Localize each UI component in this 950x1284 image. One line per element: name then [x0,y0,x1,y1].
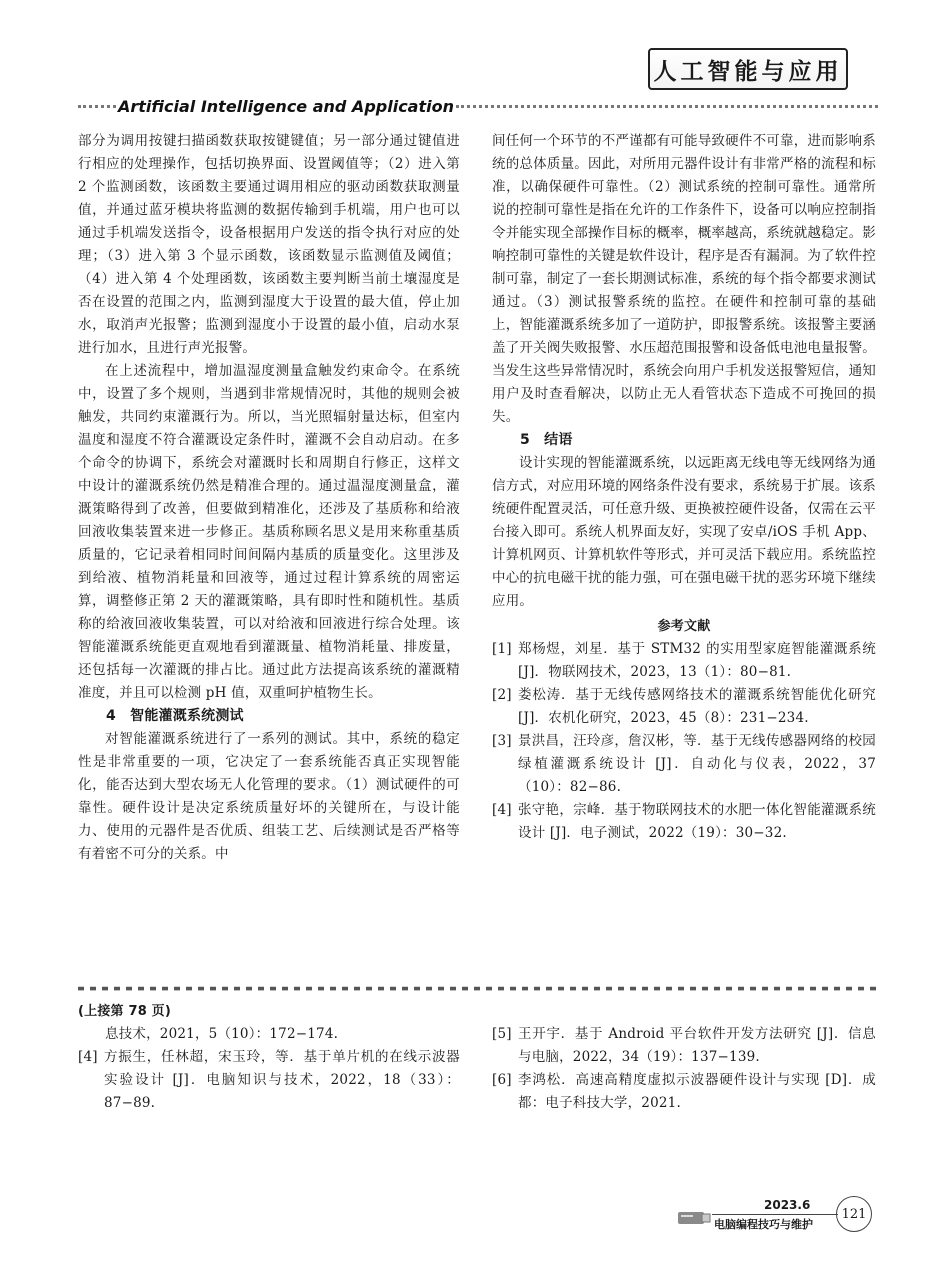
banner-dots-left [78,105,116,108]
section-title-cn: 人工智能与应用 [653,58,843,85]
paragraph: 间任何一个环节的不严谨都有可能导致硬件不可靠，进而影响系统的总体质量。因此，对所用元器件设计有非常严格的流程和标准，以确保硬件可靠性。（2）测试系统的控制可靠性。通常所说的控制可靠性是指在允许的工作条件下，设备可以响应控制指令并能实现全部操作目标的概率，概率越高，系统就越稳定。影响控制可靠性的关键是软件设计，程序是否有漏洞。为了软件控制可靠，制定了一套长期测试标准，系统的每个指令都要求测试通过。（3）测试报警系统的监控。在硬件和控制可靠的基础上，智能灌溉系统多加了一道防护，即报警系统。该报警主要涵盖了开关阀失败报警、水压超范围报警和设备低电池电量报警。当发生这些异常情况时，系统会向用户手机发送报警短信，通知用户及时查看解决，以防止无人看管状态下造成不可挽回的损失。 [492,133,876,425]
section-divider [78,982,878,994]
section-title-en: Artificial Intelligence and Application [118,96,454,116]
banner-dots-right [456,105,878,108]
continued-right-column [492,1023,876,1115]
reference-text: 郑杨煜，刘星．基于 STM32 的实用型家庭智能灌溉系统 [J]．物联网技术，2023，13（1）：80−81. [518,641,876,680]
section-title-box [648,48,848,90]
left-column [78,130,460,866]
reference-text: 王开宇．基于 Android 平台软件开发方法研究 [J]．信息与电脑，2022，34（19）：137−139. [518,1026,876,1065]
section-heading-5: 5 结语 [520,432,573,448]
reference-number: [4] [78,1049,98,1065]
reference-text: 方振生，任林超，宋玉玲，等．基于单片机的在线示波器实验设计 [J]．电脑知识与技术，2022，18（33）：87−89. [104,1049,460,1111]
paragraph: 在上述流程中，增加温湿度测量盒触发约束命令。在系统中，设置了多个规则，当遇到非常规情况时，其他的规则会被触发，共同约束灌溉行为。所以，当光照辐射量达标，但室内温度和湿度不符合灌溉设定条件时，灌溉不会自动启动。在多个命令的协调下，系统会对灌溉时长和周期自行修正，这样文中设计的灌溉系统仍然是精准合理的。通过温湿度测量盒，灌溉策略得到了改善，但要做到精准化，还涉及了基质称和给液回液收集装置来进一步修正。基质称顾名思义是用来称重基质质量的，它记录着相同时间间隔内基质的质量变化。这里涉及到给液、植物消耗量和回液等，通过过程计算系统的周密运算，调整修正第 2 天的灌溉策略，具有即时性和随机性。基质称的给液回液收集装置，可以对给液和回液进行综合处理。该智能灌溉系统能更直观地看到灌溉量、植物消耗量、排废量，还包括每一次灌溉的排占比。通过此方法提高该系统的灌溉精准度，并且可以检测 pH 值，双重呵护植物生长。 [78,363,460,701]
paragraph: 对智能灌溉系统进行了一系列的测试。其中，系统的稳定性是非常重要的一项，它决定了一套系统能否真正实现智能化，能否达到大型农场无人化管理的要求。（1）测试硬件的可靠性。硬件设计是决定系统质量好坏的关键所在，与设计能力、使用的元器件是否优质、组装工艺、后续测试是否严格等有着密不可分的关系。中 [78,731,460,862]
references-title: 参考文献 [657,619,711,634]
paragraph: 设计实现的智能灌溉系统，以远距离无线电等无线网络为通信方式，对应用环境的网络条件没有要求，系统易于扩展。该系统硬件配置灵活，可任意升级、更换被控硬件设备，仅需在云平台接入即可。系统人机界面友好，实现了安卓/iOS 手机 App、计算机网页、计算机软件等形式，并可灵活下载应用。系统监控中心的抗电磁干扰的能力强，可在强电磁干扰的恶劣环境下继续应用。 [492,455,876,609]
reference-item [492,1069,876,1115]
continued-reference-text: 息技术，2021，5（10）：172−174. [105,1026,339,1042]
reference-text: 李鸿松．高速高精度虚拟示波器硬件设计与实现 [D]．成都：电子科技大学，2021. [518,1072,876,1111]
reference-number: [2] [492,687,512,703]
reference-number: [3] [492,733,512,749]
reference-item [492,730,876,799]
reference-text: 娄松涛．基于无线传感网络技术的灌溉系统智能优化研究 [J]．农机化研究，2023，45（8）：231−234. [518,687,876,726]
page-footer [672,1196,880,1238]
continued-left-column [78,1000,460,1115]
section-heading-4: 4 智能灌溉系统测试 [106,708,244,724]
magazine-name: 电脑编程技巧与维护 [714,1218,813,1231]
reference-text: 张守艳，宗峰．基于物联网技术的水肥一体化智能灌溉系统设计 [J]．电子测试，2022（19）：30−32. [518,802,876,841]
paragraph: 部分为调用按键扫描函数获取按键键值；另一部分通过键值进行相应的处理操作，包括切换界面、设置阈值等；（2）进入第 2 个监测函数，该函数主要通过调用相应的驱动函数获取测量值，并通过蓝牙模块将监测的数据传输到手机端，用户也可以通过手机端发送指令，设备根据用户发送的指令执行对应的处理；（3）进入第 3 个显示函数，该函数显示监测值及阈值；（4）进入第 4 个处理函数，该函数主要判断当前土壤湿度是否在设置的范围之内，监测到湿度大于设置的最大值，停止加水，取消声光报警；监测到湿度小于设置的最小值，启动水泵进行加水，且进行声光报警。 [78,133,460,356]
continued-note: (上接第 78 页) [78,1004,172,1019]
reference-item [492,638,876,684]
reference-item [78,1046,460,1115]
footer-rule [712,1214,838,1215]
reference-number: [5] [492,1026,512,1042]
reference-number: [1] [492,641,512,657]
usb-drive-icon [672,1204,712,1230]
reference-number: [6] [492,1072,512,1088]
reference-item [492,684,876,730]
reference-item [492,799,876,845]
page-number: 121 [836,1196,872,1232]
right-column [492,130,876,845]
section-banner [78,96,878,116]
reference-item [492,1023,876,1069]
reference-text: 景洪昌，汪玲彦，詹汉彬，等．基于无线传感器网络的校园绿植灌溉系统设计 [J]．自动化与仪表，2022，37（10）：82−86. [518,733,876,795]
issue-date: 2023.6 [764,1198,811,1212]
reference-number: [4] [492,802,512,818]
